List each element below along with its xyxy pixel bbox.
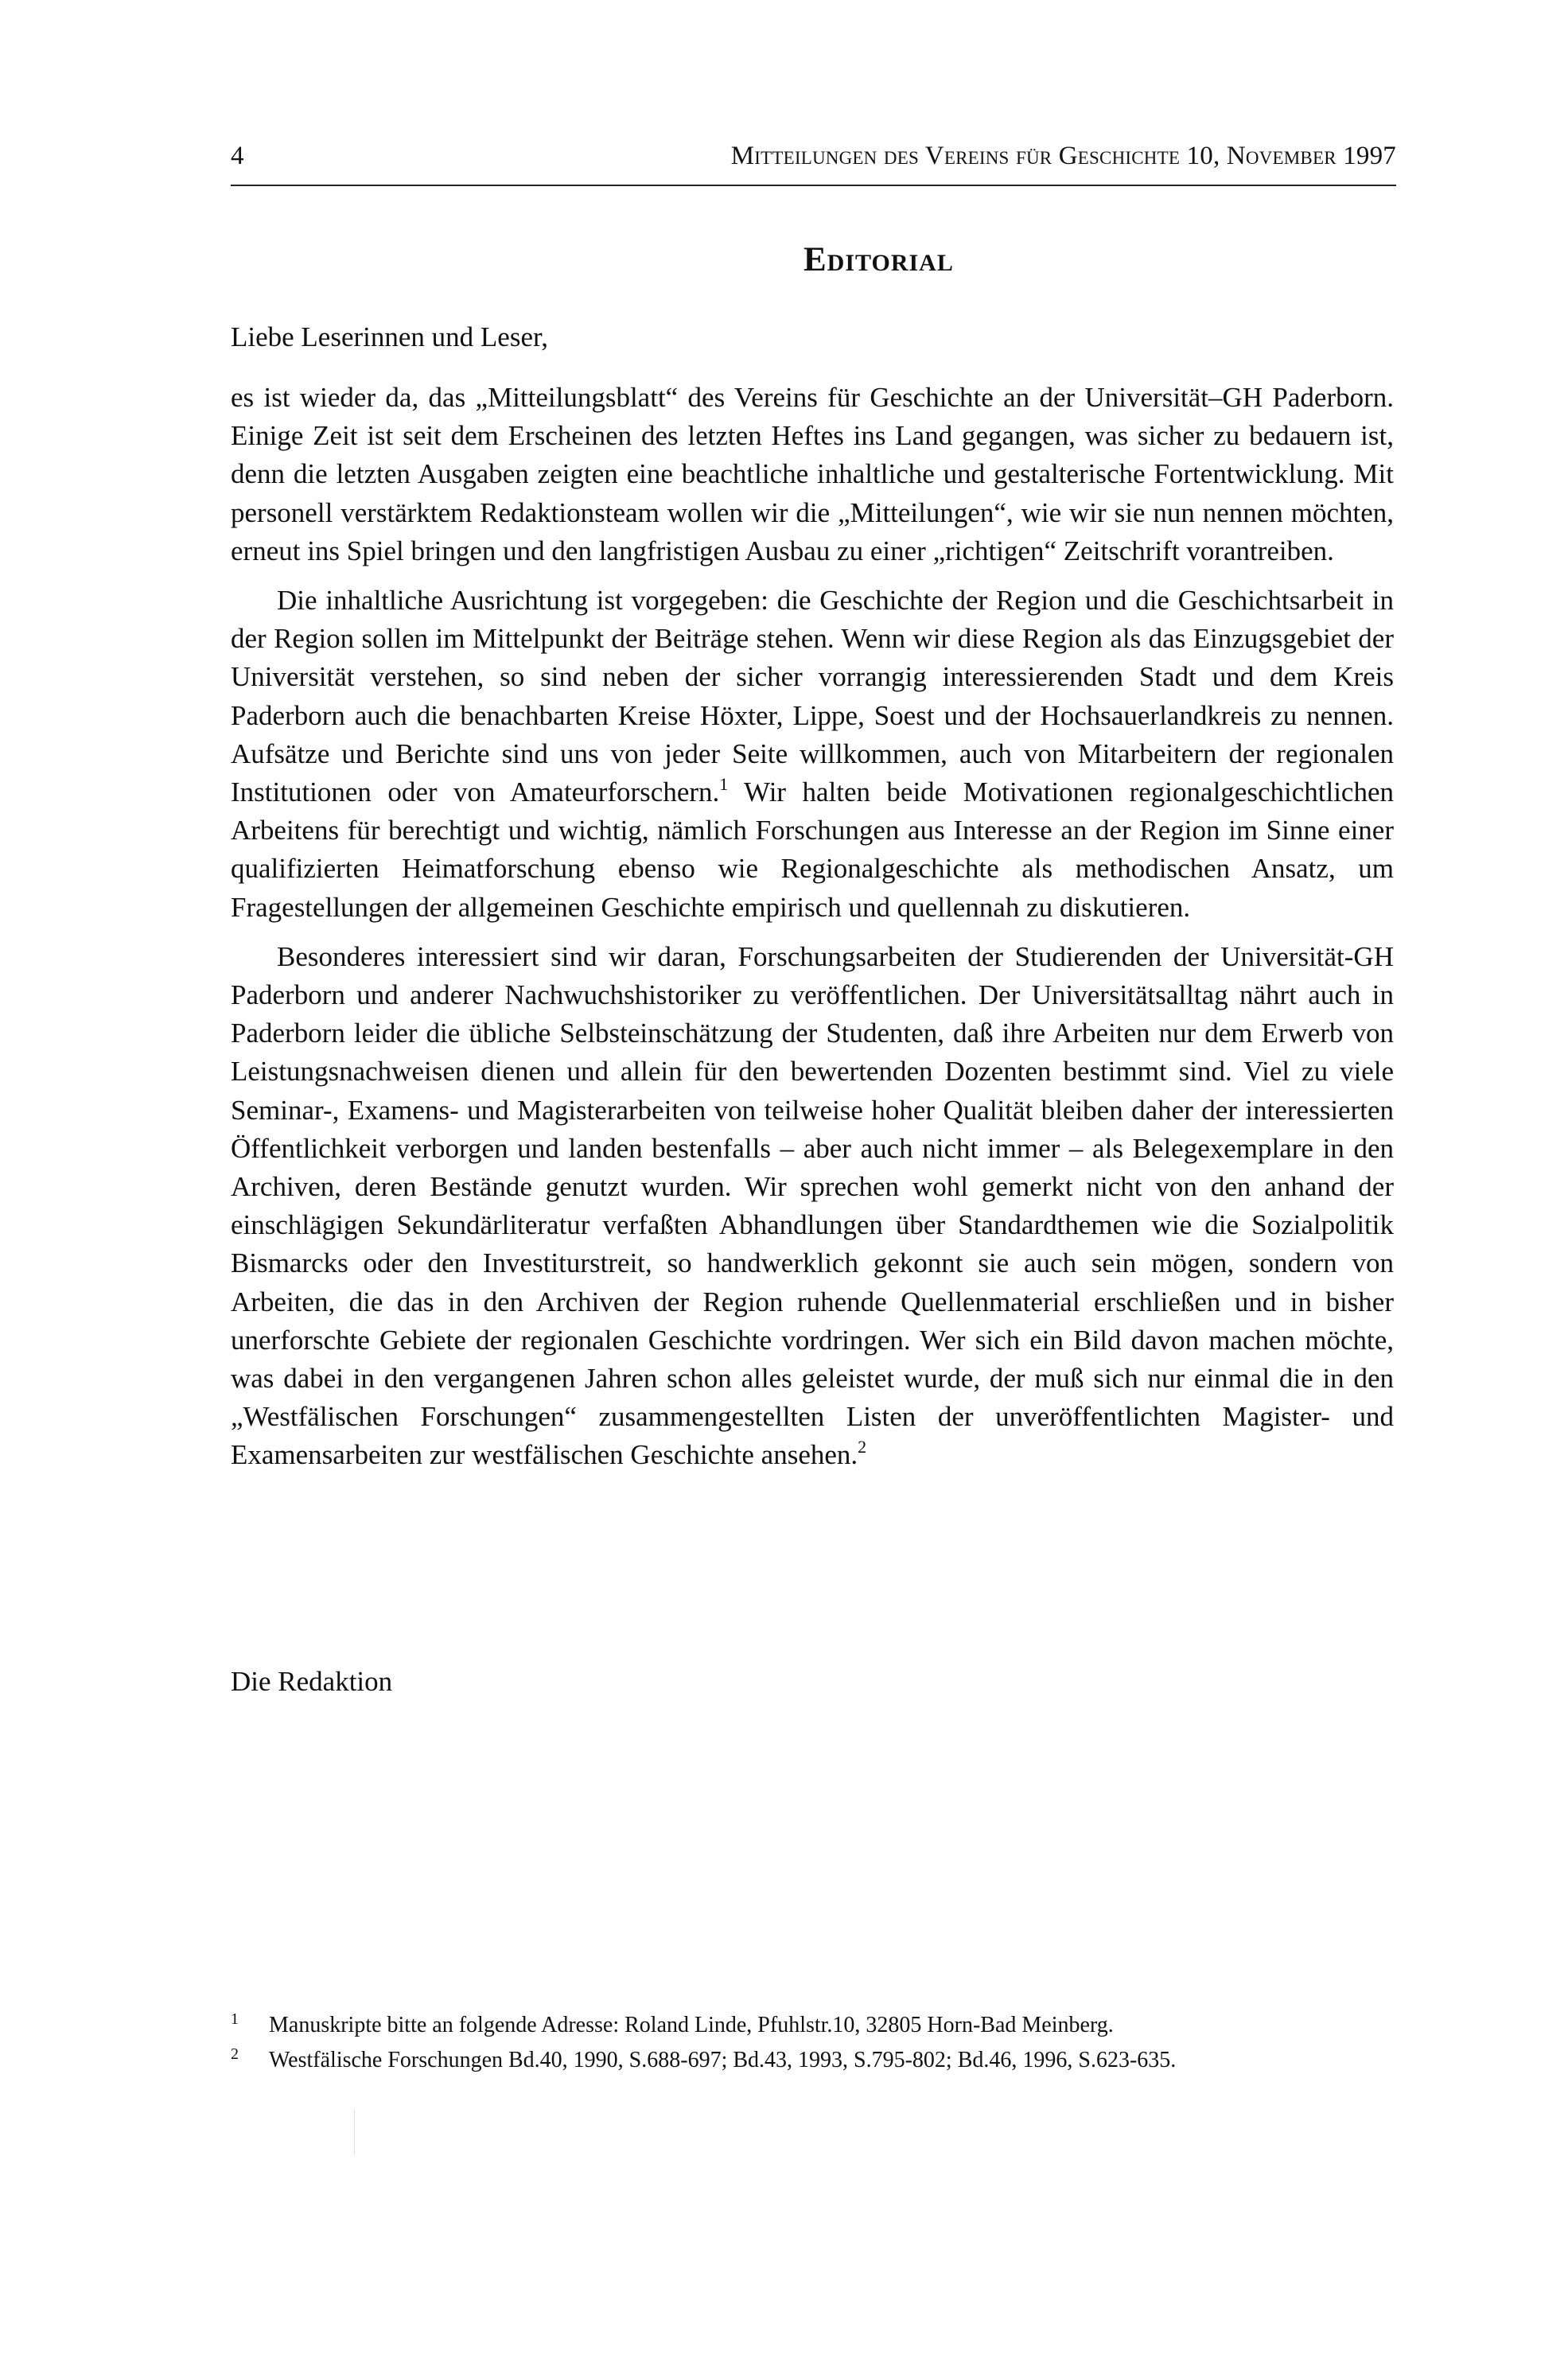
salutation: Liebe Leserinnen und Leser, [231, 321, 548, 352]
page-number: 4 [231, 142, 244, 170]
scan-artifact [354, 2108, 355, 2156]
paragraph-text: Die inhaltliche Ausrichtung ist vorgegeben: die Geschichte der Region und die Geschichtsarbeit in der Region sollen im Mittelpunkt der Beiträge stehen. Wenn wir diese Region als das Einzugsgebiet der Universität verstehen, so sind neben der sicher vorrangig interessierenden Stadt und dem Kreis Paderborn auch die benachbarten Kreise Höxter, Lippe, Soest und der Hochsauerlandkreis zu nennen. Aufsätze und Berichte sind uns von jeder Seite willkommen, auch von Mitarbeitern der regionalen Institutionen oder von Amateurforschern. [231, 585, 1394, 808]
paragraph-text: Wir halten beide Motivationen regionalgeschichtlichen Arbeitens für berechtigt und wichtig, nämlich Forschungen aus Interesse an der Region im Sinne einer qualifizierten Heimatforschung ebenso wie Regionalgeschichte als methodischen Ansatz, um Fragestellungen der allgemeinen Geschichte empirisch und quellennah zu diskutieren. [231, 776, 1394, 923]
footnote-2 [231, 2043, 1396, 2078]
footnote-ref-1[interactable]: 1 [719, 774, 729, 795]
footnote-number: 2 [231, 2045, 239, 2063]
article-body [231, 379, 1394, 1486]
paragraph-3 [231, 938, 1394, 1475]
footnote-ref-2[interactable]: 2 [858, 1437, 867, 1457]
signature: Die Redaktion [231, 1666, 393, 1697]
footnote-number: 1 [231, 2010, 239, 2028]
footnotes [231, 2008, 1396, 2078]
footnote-1 [231, 2008, 1396, 2043]
footnote-text: Manuskripte bitte an folgende Adresse: Roland Linde, Pfuhlstr.10, 32805 Horn-Bad Meinberg. [269, 2013, 1114, 2037]
paragraph-1 [231, 379, 1394, 570]
running-header [231, 142, 1396, 186]
article-title: Editorial [803, 241, 954, 278]
paragraph-text: Besonderes interessiert sind wir daran, Forschungsarbeiten der Studierenden der Universität-GH Paderborn und anderer Nachwuchshistoriker zu veröffentlichen. Der Universitätsalltag nährt auch in Paderborn leider die übliche Selbsteinschätzung der Studenten, daß ihre Arbeiten nur dem Erwerb von Leistungsnachweisen dienen und allein für den bewertenden Dozenten bestimmt sind. Viel zu viele Seminar-, Examens- und Magisterarbeiten von teilweise hoher Qualität bleiben daher der interessierten Öffentlichkeit verborgen und landen bestenfalls – aber auch nicht immer – als Belegexemplare in den Archiven, deren Bestände genutzt wurden. Wir sprechen wohl gemerkt nicht von den anhand der einschlägigen Sekundärliteratur verfaßten Abhandlungen über Standardthemen wie die Sozialpolitik Bismarcks oder den Investiturstreit, so handwerklich gekonnt sie auch sein mögen, sondern von Arbeiten, die das in den Archiven der Region ruhende Quellenmaterial erschließen und in bisher unerforschte Gebiete der regionalen Geschichte vordringen. Wer sich ein Bild davon machen möchte, was dabei in den vergangenen Jahren schon alles geleistet wurde, der muß sich nur einmal die in den „Westfälischen Forschungen“ zusammengestellten Listen der unveröffentlichten Magister- und Examensarbeiten zur westfälischen Geschichte ansehen. [231, 940, 1394, 1471]
paragraph-2 [231, 582, 1394, 927]
paragraph-text: es ist wieder da, das „Mitteilungsblatt“ des Vereins für Geschichte an der Universität–GH Paderborn. Einige Zeit ist seit dem Erscheinen des letzten Heftes ins Land gegangen, was sicher zu bedauern ist, denn die letzten Ausgaben zeigten eine beachtliche inhaltliche und gestalterische Fortentwicklung. Mit personell verstärktem Redaktionsteam wollen wir die „Mitteilungen“, wie wir sie nun nennen möchten, erneut ins Spiel bringen und den langfristigen Ausbau zu einer „richtigen“ Zeitschrift vorantreiben. [231, 382, 1394, 566]
footnote-text: Westfälische Forschungen Bd.40, 1990, S.688-697; Bd.43, 1993, S.795-802; Bd.46, 1996, S.623-635. [269, 2048, 1177, 2072]
running-title: Mitteilungen des Vereins für Geschichte 10, November 1997 [730, 142, 1396, 170]
